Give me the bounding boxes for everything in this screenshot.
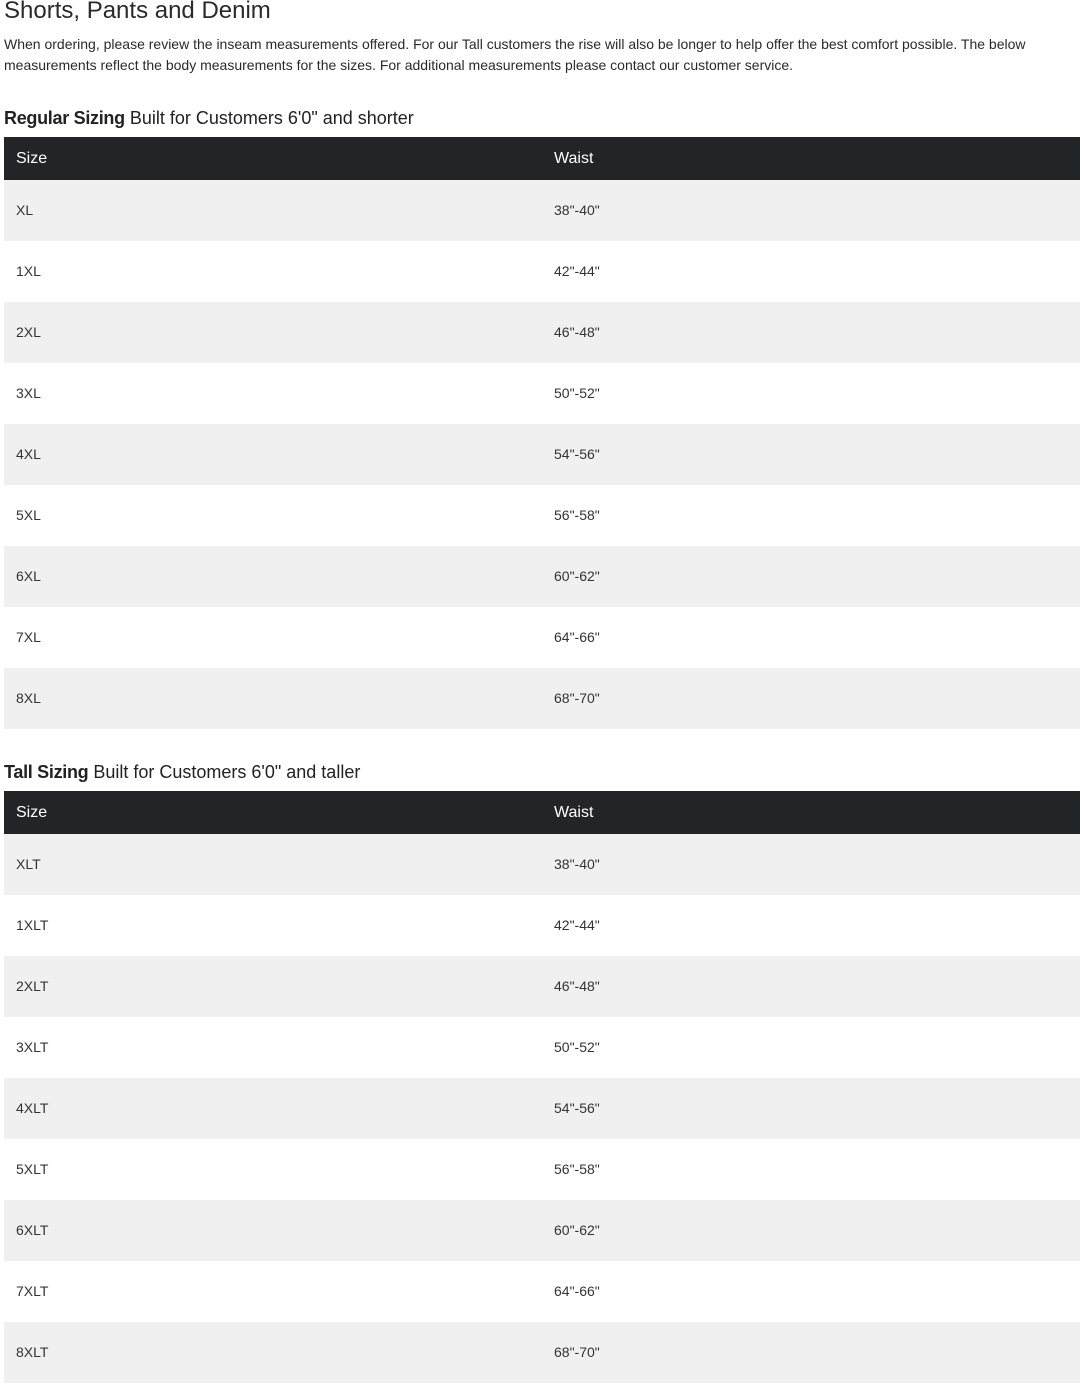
size-cell: 5XL: [16, 507, 41, 523]
waist-cell: 42"-44": [554, 263, 600, 279]
regular-sizing-heading: [4, 106, 414, 130]
size-cell: 7XL: [16, 629, 41, 645]
size-cell: 3XLT: [16, 1039, 49, 1055]
waist-cell: 64"-66": [554, 1283, 600, 1299]
waist-cell: 56"-58": [554, 507, 600, 523]
size-cell: 6XLT: [16, 1222, 49, 1238]
table-row: [4, 834, 1080, 895]
waist-cell: 60"-62": [554, 1222, 600, 1238]
waist-cell: 54"-56": [554, 446, 600, 462]
waist-cell: 54"-56": [554, 1100, 600, 1116]
table-row: [4, 1139, 1080, 1200]
page-title: Shorts, Pants and Denim: [4, 0, 271, 24]
size-cell: 2XLT: [16, 978, 49, 994]
table-row: [4, 546, 1080, 607]
table-row: [4, 956, 1080, 1017]
table-row: [4, 1322, 1080, 1383]
table-row: [4, 607, 1080, 668]
size-cell: 6XL: [16, 568, 41, 584]
table-row: [4, 424, 1080, 485]
size-cell: XLT: [16, 856, 41, 872]
waist-cell: 46"-48": [554, 978, 600, 994]
size-cell: 4XL: [16, 446, 41, 462]
waist-cell: 64"-66": [554, 629, 600, 645]
size-cell: 8XLT: [16, 1344, 49, 1360]
table-row: [4, 1017, 1080, 1078]
table-row: [4, 1078, 1080, 1139]
waist-cell: 42"-44": [554, 917, 600, 933]
column-header-size: Size: [16, 150, 48, 167]
regular-sizing-heading-bold: Regular Sizing: [4, 108, 125, 128]
tall-size-table: [4, 791, 1080, 1383]
table-row: [4, 241, 1080, 302]
table-body: [4, 834, 1080, 1383]
size-cell: 5XLT: [16, 1161, 49, 1177]
size-cell: XL: [16, 202, 34, 218]
column-header-waist: Waist: [554, 150, 594, 167]
table-row: [4, 302, 1080, 363]
waist-cell: 46"-48": [554, 324, 600, 340]
table-row: [4, 1261, 1080, 1322]
size-cell: 8XL: [16, 690, 41, 706]
size-cell: 4XLT: [16, 1100, 49, 1116]
tall-sizing-heading-rest: Built for Customers 6'0" and taller: [88, 762, 361, 782]
waist-cell: 38"-40": [554, 202, 600, 218]
waist-cell: 68"-70": [554, 1344, 600, 1360]
size-cell: 7XLT: [16, 1283, 49, 1299]
tall-sizing-heading-bold: Tall Sizing: [4, 762, 89, 782]
table-header: [4, 791, 1080, 834]
regular-sizing-heading-rest: Built for Customers 6'0" and shorter: [124, 108, 414, 128]
regular-size-table: [4, 137, 1080, 729]
table-row: [4, 668, 1080, 729]
table-row: [4, 895, 1080, 956]
waist-cell: 50"-52": [554, 1039, 600, 1055]
size-cell: 1XLT: [16, 917, 49, 933]
waist-cell: 38"-40": [554, 856, 600, 872]
column-header-waist: Waist: [554, 804, 594, 821]
tall-sizing-heading: [4, 760, 360, 784]
size-cell: 2XL: [16, 324, 41, 340]
table-row: [4, 1200, 1080, 1261]
waist-cell: 56"-58": [554, 1161, 600, 1177]
waist-cell: 50"-52": [554, 385, 600, 401]
size-cell: 3XL: [16, 385, 41, 401]
waist-cell: 68"-70": [554, 690, 600, 706]
table-row: [4, 363, 1080, 424]
table-body: [4, 180, 1080, 729]
size-cell: 1XL: [16, 263, 41, 279]
table-row: [4, 180, 1080, 241]
column-header-size: Size: [16, 804, 48, 821]
intro-text: When ordering, please review the inseam measurements offered. For our Tall customers the rise will also be longer to help offer the best comfort possible. The below measurements reflect the body measurements for the sizes. For additional measurements please contact our customer service.: [4, 36, 1026, 73]
waist-cell: 60"-62": [554, 568, 600, 584]
table-row: [4, 485, 1080, 546]
table-header: [4, 137, 1080, 180]
